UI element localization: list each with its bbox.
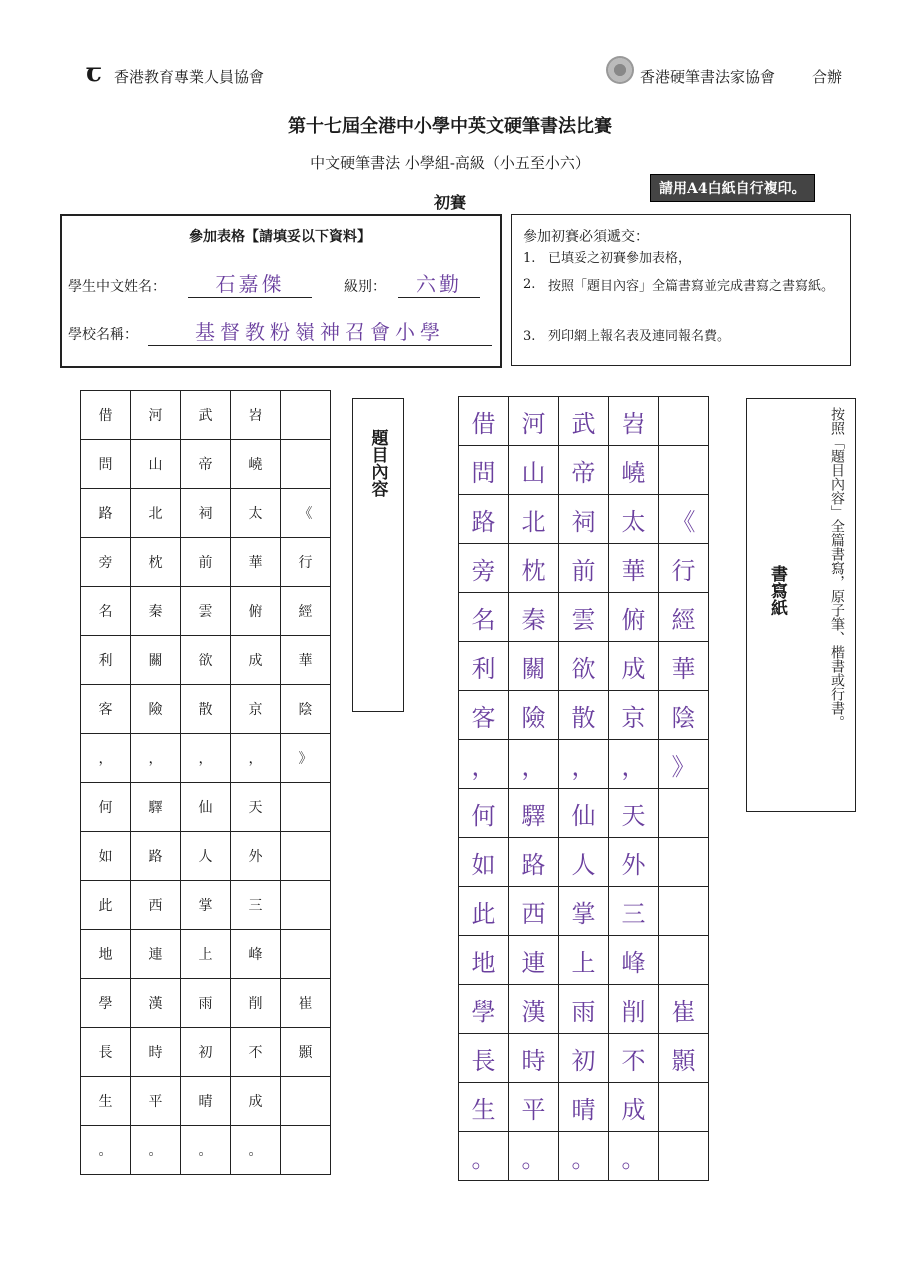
- content-cell-cell: 祠: [181, 489, 231, 538]
- writing-cell-cell: 旁: [459, 544, 509, 593]
- writing-cell-cell: 不: [609, 1034, 659, 1083]
- writing-grid: [458, 396, 709, 1181]
- content-cell-cell: 路: [81, 489, 131, 538]
- writing-cell-cell: 武: [559, 397, 609, 446]
- content-cell-cell: 名: [81, 587, 131, 636]
- writing-cell-row: [459, 887, 709, 936]
- writing-cell-cell: 華: [609, 544, 659, 593]
- content-cell-cell: 華: [231, 538, 281, 587]
- writing-cell-cell: 華: [659, 642, 709, 691]
- content-cell-cell: 秦: [131, 587, 181, 636]
- writing-cell-cell: 掌: [559, 887, 609, 936]
- writing-cell-cell: 如: [459, 838, 509, 887]
- content-cell-cell: 河: [131, 391, 181, 440]
- writing-cell-cell: 河: [509, 397, 559, 446]
- writing-cell-row: [459, 544, 709, 593]
- writing-cell-cell: 晴: [559, 1083, 609, 1132]
- content-cell-row: [81, 538, 331, 587]
- content-cell-cell: 地: [81, 930, 131, 979]
- requirement-text-2: 按照「題目內容」全篇書寫並完成書寫之書寫紙。: [548, 279, 835, 294]
- grade-label: 級別：: [344, 279, 386, 295]
- content-cell-row: [81, 1028, 331, 1077]
- content-cell-cell: 晴: [181, 1077, 231, 1126]
- writing-cell-cell: [659, 838, 709, 887]
- writing-cell-cell: 嶢: [609, 446, 659, 495]
- writing-cell-cell: 人: [559, 838, 609, 887]
- writing-cell-cell: 雨: [559, 985, 609, 1034]
- writing-cell-row: [459, 1132, 709, 1181]
- grade-field[interactable]: 六勤: [398, 268, 480, 298]
- writing-cell-cell: 三: [609, 887, 659, 936]
- name-label: 學生中文姓名：: [68, 279, 166, 295]
- writing-cell-cell: 時: [509, 1034, 559, 1083]
- content-cell-row: [81, 1077, 331, 1126]
- writing-cell-cell: 顥: [659, 1034, 709, 1083]
- writing-cell-cell: 學: [459, 985, 509, 1034]
- writing-cell-cell: ，: [609, 740, 659, 789]
- content-cell-cell: ，: [181, 734, 231, 783]
- writing-cell-row: [459, 936, 709, 985]
- content-cell-cell: 時: [131, 1028, 181, 1077]
- writing-cell-cell: 成: [609, 1083, 659, 1132]
- writing-cell-row: [459, 1034, 709, 1083]
- writing-cell-row: [459, 838, 709, 887]
- content-cell-row: [81, 489, 331, 538]
- writing-cell-cell: 枕: [509, 544, 559, 593]
- writing-cell-cell: 天: [609, 789, 659, 838]
- writing-cell-row: [459, 495, 709, 544]
- writing-cell-cell: 成: [609, 642, 659, 691]
- writing-cell-cell: [659, 887, 709, 936]
- content-cell-cell: 上: [181, 930, 231, 979]
- writing-cell-cell: 峰: [609, 936, 659, 985]
- writing-cell-cell: 《: [659, 495, 709, 544]
- round-title: 初賽: [433, 193, 466, 212]
- writing-cell-cell: 長: [459, 1034, 509, 1083]
- writing-cell-cell: 太: [609, 495, 659, 544]
- content-cell-row: [81, 930, 331, 979]
- writing-cell-cell: 行: [659, 544, 709, 593]
- writing-cell-cell: 岧: [609, 397, 659, 446]
- content-cell-row: [81, 783, 331, 832]
- content-cell-cell: 平: [131, 1077, 181, 1126]
- writing-label-box: [746, 398, 856, 812]
- writing-cell-row: [459, 593, 709, 642]
- content-cell-cell: 問: [81, 440, 131, 489]
- writing-cell-cell: 地: [459, 936, 509, 985]
- content-cell-cell: 。: [181, 1126, 231, 1175]
- requirement-num-1: 1.: [523, 251, 536, 266]
- content-cell-cell: 武: [181, 391, 231, 440]
- writing-cell-row: [459, 985, 709, 1034]
- writing-cell-cell: 。: [559, 1132, 609, 1181]
- writing-cell-cell: 秦: [509, 593, 559, 642]
- writing-cell-cell: 借: [459, 397, 509, 446]
- content-cell-cell: 天: [231, 783, 281, 832]
- content-cell-row: [81, 979, 331, 1028]
- writing-cell-cell: 上: [559, 936, 609, 985]
- content-cell-cell: 峰: [231, 930, 281, 979]
- content-cell-cell: 嶢: [231, 440, 281, 489]
- content-cell-cell: 欲: [181, 636, 231, 685]
- writing-cell-cell: 。: [509, 1132, 559, 1181]
- content-label: 題目內容: [367, 429, 388, 497]
- writing-cell-cell: 外: [609, 838, 659, 887]
- content-cell-cell: 不: [231, 1028, 281, 1077]
- writing-cell-cell: [659, 1132, 709, 1181]
- content-cell-cell: 華: [281, 636, 331, 685]
- content-label-box: [352, 398, 404, 712]
- writing-cell-cell: 北: [509, 495, 559, 544]
- writing-cell-cell: 。: [459, 1132, 509, 1181]
- content-cell-cell: 崔: [281, 979, 331, 1028]
- content-cell-cell: ，: [231, 734, 281, 783]
- content-cell-cell: 三: [231, 881, 281, 930]
- writing-cell-cell: 路: [459, 495, 509, 544]
- content-cell-cell: 此: [81, 881, 131, 930]
- content-cell-cell: [281, 881, 331, 930]
- writing-cell-cell: 名: [459, 593, 509, 642]
- writing-cell-cell: 山: [509, 446, 559, 495]
- writing-cell-cell: 問: [459, 446, 509, 495]
- writing-cell-cell: [659, 397, 709, 446]
- writing-cell-cell: 驛: [509, 789, 559, 838]
- content-cell-cell: 客: [81, 685, 131, 734]
- content-cell-cell: 初: [181, 1028, 231, 1077]
- content-cell-cell: 前: [181, 538, 231, 587]
- content-cell-row: [81, 440, 331, 489]
- writing-cell-cell: 險: [509, 691, 559, 740]
- writing-cell-cell: ，: [559, 740, 609, 789]
- writing-cell-cell: 帝: [559, 446, 609, 495]
- writing-cell-cell: 漢: [509, 985, 559, 1034]
- writing-cell-cell: 》: [659, 740, 709, 789]
- content-cell-row: [81, 587, 331, 636]
- content-cell-cell: [281, 1126, 331, 1175]
- writing-cell-cell: 。: [609, 1132, 659, 1181]
- writing-cell-cell: ，: [459, 740, 509, 789]
- content-cell-cell: 京: [231, 685, 281, 734]
- content-cell-cell: 太: [231, 489, 281, 538]
- content-cell-cell: 利: [81, 636, 131, 685]
- writing-cell-cell: 平: [509, 1083, 559, 1132]
- content-cell-cell: 俯: [231, 587, 281, 636]
- content-cell-cell: 》: [281, 734, 331, 783]
- content-cell-row: [81, 881, 331, 930]
- writing-cell-row: [459, 691, 709, 740]
- content-cell-row: [81, 832, 331, 881]
- content-cell-cell: [281, 440, 331, 489]
- writing-cell-cell: 經: [659, 593, 709, 642]
- school-label: 學校名稱：: [68, 327, 138, 343]
- writing-cell-cell: 關: [509, 642, 559, 691]
- content-cell-cell: 驛: [131, 783, 181, 832]
- content-cell-cell: ，: [81, 734, 131, 783]
- writing-note: 按照「題目內容」全篇書寫，原子筆、楷書或行書。: [829, 407, 845, 729]
- content-cell-cell: 仙: [181, 783, 231, 832]
- writing-cell-cell: 客: [459, 691, 509, 740]
- writing-cell-cell: 削: [609, 985, 659, 1034]
- writing-cell-cell: 散: [559, 691, 609, 740]
- content-cell-cell: 學: [81, 979, 131, 1028]
- content-cell-cell: 西: [131, 881, 181, 930]
- content-grid: [80, 390, 331, 1175]
- hkpte-logo: ꞇ: [86, 58, 102, 88]
- org-left: 香港教育專業人員協會: [114, 68, 265, 86]
- writing-cell-cell: 雲: [559, 593, 609, 642]
- content-cell-cell: 雲: [181, 587, 231, 636]
- content-cell-cell: 人: [181, 832, 231, 881]
- content-cell-cell: 路: [131, 832, 181, 881]
- content-cell-cell: 岧: [231, 391, 281, 440]
- content-cell-cell: 生: [81, 1077, 131, 1126]
- writing-cell-cell: 仙: [559, 789, 609, 838]
- content-cell-cell: 關: [131, 636, 181, 685]
- requirements-title: 參加初賽必須遞交：: [523, 229, 649, 245]
- writing-cell-cell: 初: [559, 1034, 609, 1083]
- org-right: 香港硬筆書法家協會: [640, 68, 776, 86]
- writing-cell-cell: ，: [509, 740, 559, 789]
- writing-cell-cell: 連: [509, 936, 559, 985]
- writing-cell-cell: 陰: [659, 691, 709, 740]
- page-subtitle: 中文硬筆書法 小學組-高級（小五至小六）: [310, 154, 590, 172]
- content-cell-cell: 何: [81, 783, 131, 832]
- content-cell-cell: 成: [231, 636, 281, 685]
- copy-note-badge: 請用A4白紙自行複印。: [650, 174, 815, 202]
- school-field[interactable]: 基督教粉嶺神召會小學: [148, 316, 492, 346]
- requirement-text-1: 已填妥之初賽參加表格，: [548, 251, 692, 266]
- writing-cell-cell: [659, 789, 709, 838]
- content-cell-cell: 借: [81, 391, 131, 440]
- requirement-num-3: 3.: [523, 329, 536, 344]
- writing-cell-cell: 京: [609, 691, 659, 740]
- writing-cell-row: [459, 740, 709, 789]
- content-cell-row: [81, 685, 331, 734]
- writing-cell-cell: 俯: [609, 593, 659, 642]
- content-cell-cell: 枕: [131, 538, 181, 587]
- content-cell-cell: 險: [131, 685, 181, 734]
- writing-cell-cell: 何: [459, 789, 509, 838]
- content-cell-cell: 雨: [181, 979, 231, 1028]
- writing-cell-cell: [659, 936, 709, 985]
- content-cell-cell: ，: [131, 734, 181, 783]
- content-cell-cell: 成: [231, 1077, 281, 1126]
- content-cell-cell: 。: [231, 1126, 281, 1175]
- content-cell-cell: 經: [281, 587, 331, 636]
- content-cell-row: [81, 734, 331, 783]
- writing-cell-cell: 前: [559, 544, 609, 593]
- content-cell-cell: 。: [131, 1126, 181, 1175]
- writing-cell-row: [459, 642, 709, 691]
- content-cell-cell: 帝: [181, 440, 231, 489]
- writing-cell-cell: 欲: [559, 642, 609, 691]
- content-cell-cell: 外: [231, 832, 281, 881]
- page-title: 第十七屆全港中小學中英文硬筆書法比賽: [288, 116, 612, 137]
- content-cell-cell: 漢: [131, 979, 181, 1028]
- writing-label: 書寫紙: [767, 565, 787, 616]
- requirement-text-3: 列印網上報名表及連同報名費。: [548, 329, 731, 344]
- content-cell-cell: 北: [131, 489, 181, 538]
- content-cell-row: [81, 391, 331, 440]
- writing-cell-cell: 生: [459, 1083, 509, 1132]
- content-cell-cell: [281, 832, 331, 881]
- writing-cell-cell: 崔: [659, 985, 709, 1034]
- content-cell-row: [81, 636, 331, 685]
- content-cell-cell: 掌: [181, 881, 231, 930]
- content-cell-cell: 如: [81, 832, 131, 881]
- writing-cell-row: [459, 1083, 709, 1132]
- writing-cell-cell: 路: [509, 838, 559, 887]
- writing-cell-cell: 此: [459, 887, 509, 936]
- content-cell-cell: 山: [131, 440, 181, 489]
- content-cell-cell: 。: [81, 1126, 131, 1175]
- co-organize: 合辦: [812, 68, 843, 86]
- name-field[interactable]: 石嘉傑: [188, 268, 312, 298]
- hkpca-seal-icon: [606, 56, 634, 84]
- content-cell-cell: 顥: [281, 1028, 331, 1077]
- content-cell-cell: [281, 930, 331, 979]
- content-cell-cell: 《: [281, 489, 331, 538]
- content-cell-cell: 旁: [81, 538, 131, 587]
- content-cell-cell: 陰: [281, 685, 331, 734]
- content-cell-cell: 散: [181, 685, 231, 734]
- content-cell-cell: [281, 391, 331, 440]
- writing-cell-cell: [659, 446, 709, 495]
- content-cell-cell: [281, 783, 331, 832]
- writing-cell-row: [459, 789, 709, 838]
- writing-cell-cell: [659, 1083, 709, 1132]
- content-cell-row: [81, 1126, 331, 1175]
- writing-cell-cell: 利: [459, 642, 509, 691]
- writing-cell-cell: 西: [509, 887, 559, 936]
- writing-cell-row: [459, 397, 709, 446]
- requirement-num-2: 2.: [523, 277, 536, 292]
- content-cell-cell: [281, 1077, 331, 1126]
- form-title: 參加表格【請填妥以下資料】: [189, 229, 371, 245]
- content-cell-cell: 行: [281, 538, 331, 587]
- writing-cell-cell: 祠: [559, 495, 609, 544]
- content-cell-cell: 連: [131, 930, 181, 979]
- content-cell-cell: 長: [81, 1028, 131, 1077]
- writing-cell-row: [459, 446, 709, 495]
- content-cell-cell: 削: [231, 979, 281, 1028]
